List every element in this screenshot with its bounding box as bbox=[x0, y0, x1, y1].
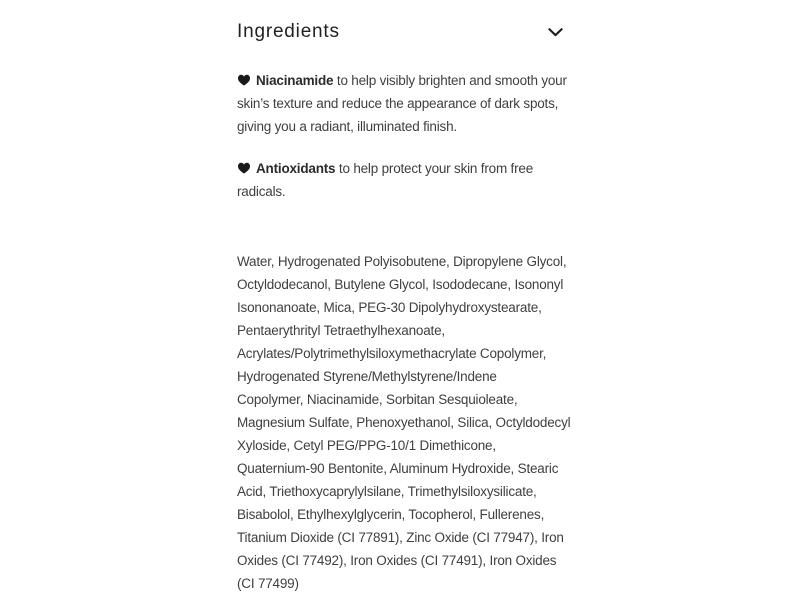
ingredients-line: Magnesium Sulfate, Phenoxyethanol, Silica, Octyldodecyl bbox=[237, 415, 571, 430]
chevron-down-icon[interactable] bbox=[546, 26, 565, 39]
ingredients-line: Acid, Triethoxycaprylylsilane, Trimethylsiloxysilicate, bbox=[237, 484, 537, 499]
heart-icon bbox=[237, 70, 251, 82]
ingredients-line: Hydrogenated Styrene/Methylstyrene/Indene bbox=[237, 369, 497, 384]
benefit-term: Niacinamide bbox=[256, 73, 334, 88]
ingredients-line: (CI 77499) bbox=[237, 576, 299, 591]
benefit-description: to help protect your skin from free radicals. bbox=[237, 161, 533, 199]
ingredients-line: Pentaerythrityl Tetraethylhexanoate, bbox=[237, 323, 445, 338]
ingredients-line: Water, Hydrogenated Polyisobutene, Dipropylene Glycol, bbox=[237, 254, 567, 269]
ingredients-line: Isononanoate, Mica, PEG-30 Dipolyhydroxystearate, bbox=[237, 300, 542, 315]
ingredients-line: Acrylates/Polytrimethylsiloxymethacrylate Copolymer, bbox=[237, 346, 547, 361]
ingredients-list bbox=[237, 250, 571, 595]
ingredients-line: Quaternium-90 Bentonite, Aluminum Hydroxide, Stearic bbox=[237, 461, 559, 476]
ingredients-accordion-header[interactable] bbox=[237, 20, 567, 44]
ingredients-line: Xyloside, Cetyl PEG/PPG-10/1 Dimethicone, bbox=[237, 438, 496, 453]
benefit-item-niacinamide bbox=[237, 69, 567, 138]
benefit-description: to help visibly brighten and smooth your skin’s texture and reduce the appearance of dark spots, giving you a radiant, illuminated finish. bbox=[237, 73, 567, 134]
heart-icon bbox=[237, 158, 251, 170]
ingredients-line: Octyldodecanol, Butylene Glycol, Isododecane, Isononyl bbox=[237, 277, 564, 292]
ingredients-line: Copolymer, Niacinamide, Sorbitan Sesquioleate, bbox=[237, 392, 518, 407]
ingredients-line: Titanium Dioxide (CI 77891), Zinc Oxide (CI 77947), Iron bbox=[237, 530, 564, 545]
section-title: Ingredients bbox=[237, 21, 340, 42]
ingredients-line: Bisabolol, Ethylhexylglycerin, Tocopherol, Fullerenes, bbox=[237, 507, 545, 522]
ingredients-line: Oxides (CI 77492), Iron Oxides (CI 77491), Iron Oxides bbox=[237, 553, 557, 568]
benefit-term: Antioxidants bbox=[256, 161, 336, 176]
ingredients-section bbox=[237, 20, 571, 595]
benefit-item-antioxidants bbox=[237, 157, 567, 203]
